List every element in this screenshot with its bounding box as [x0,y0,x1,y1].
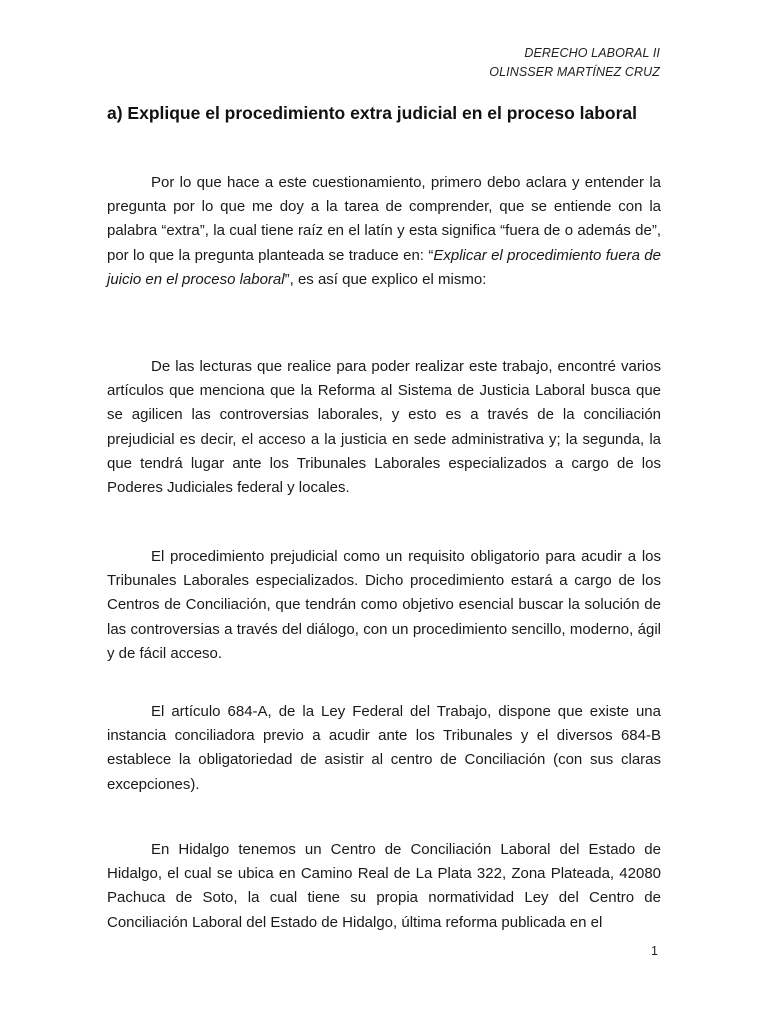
paragraph-1-text: Por lo que hace a este cuestionamiento, primero debo aclara y entender la pregunta por lo que me doy a la tarea de comprender, que se entiende con la palabra “extra”, la cual tiene raíz en el latín y esta significa “fuera de o además de”, por lo que la pregunta planteada se traduce en: “ [107,174,661,264]
paragraph-4: El artículo 684-A, de la Ley Federal del Trabajo, dispone que existe una instancia conciliadora previo a acudir ante los Tribunales y el diversos 684-B establece la obligatoriedad de asistir al centro de Conciliación (con sus claras excepciones). [107,703,661,793]
paragraph-1-text-end: ”, es así que explico el mismo: [284,270,487,288]
question-heading: a) Explique el procedimiento extra judicial en el proceso laboral [107,103,638,123]
page-number: 1 [651,944,658,958]
header-course: DERECHO LABORAL II [524,46,660,60]
paragraph-1-italic-quote: Explicar el procedimiento fuera de juicio en el proceso laboral [107,246,661,288]
paragraph-3: El procedimiento prejudicial como un requisito obligatorio para acudir a los Tribunales Laborales especializados. Dicho procedimiento estará a cargo de los Centros de Conciliación, que tendrán como objetivo esencial buscar la solución de las controversias a través del diálogo, con un procedimiento sencillo, moderno, ágil y de fácil acceso. [107,548,661,662]
paragraph-2: De las lecturas que realice para poder realizar este trabajo, encontré varios artículos que menciona que la Reforma al Sistema de Justicia Laboral busca que se agilicen las controversias laborales, y esto es a través de la conciliación prejudicial es decir, el acceso a la justicia en sede administrativa y; la segunda, la que tendrá lugar ante los Tribunales Laborales especializados a cargo de los Poderes Judiciales federal y locales. [107,358,661,497]
paragraph-5: En Hidalgo tenemos un Centro de Conciliación Laboral del Estado de Hidalgo, el cual se ubica en Camino Real de La Plata 322, Zona Plateada, 42080 Pachuca de Soto, la cual tiene su propia normatividad Ley del Centro de Conciliación Laboral del Estado de Hidalgo, última reforma publicada en el [107,841,661,931]
page-header [489,44,660,82]
paragraph-1 [107,171,661,292]
header-author: OLINSSER MARTÍNEZ CRUZ [489,65,660,79]
